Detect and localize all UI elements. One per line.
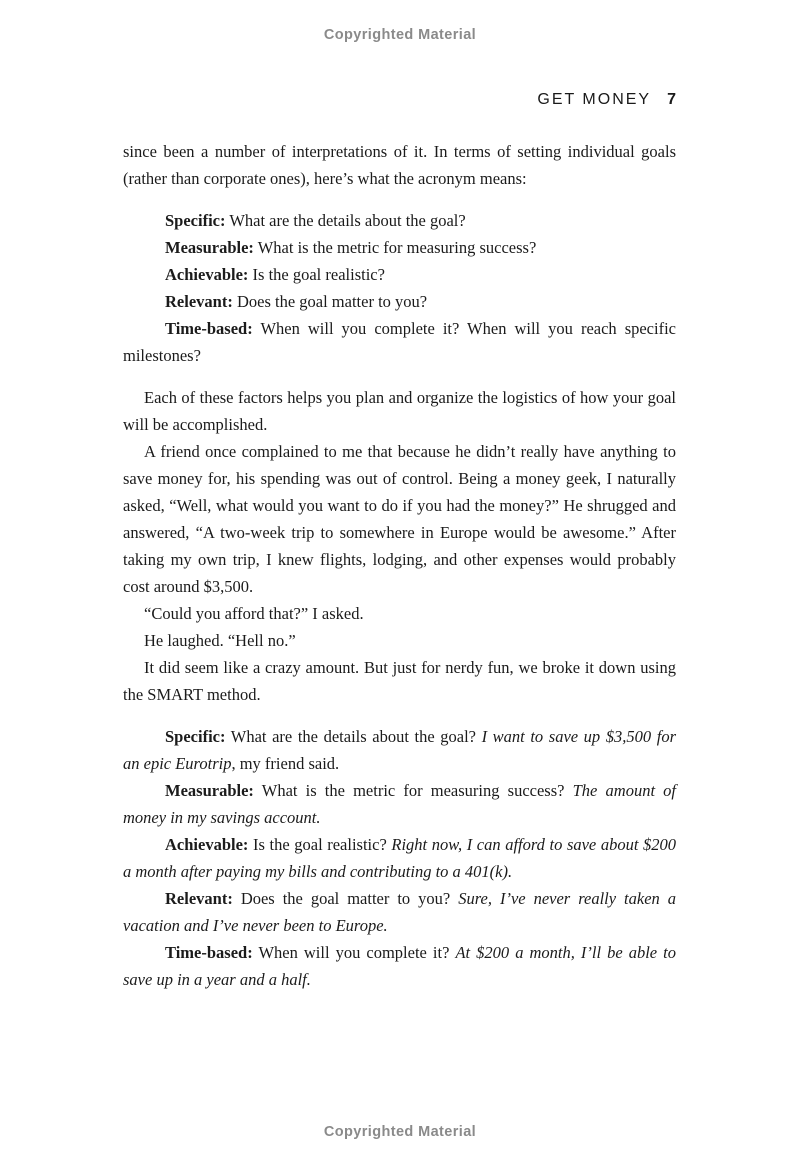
smart-definition: When will you complete it? When will you reach specific milestones?: [123, 319, 676, 365]
book-title: GET MONEY: [537, 91, 652, 108]
page-body-text: [123, 138, 676, 1008]
smart-answer-italic: At $200 a month, I’ll be able to save up in a year and a half.: [123, 943, 677, 989]
smart-term: Specific:: [165, 211, 226, 230]
narrative-paragraph: He laughed. “Hell no.”: [144, 631, 296, 650]
running-header: [123, 91, 676, 109]
smart-definitions-block: [123, 207, 676, 369]
smart-question: When will you complete it?: [258, 943, 450, 962]
smart-example-block: [123, 723, 676, 993]
narrative-paragraph: Each of these factors helps you plan and organize the logistics of how your goal will be accomplished.: [123, 388, 676, 434]
smart-example-item: [123, 831, 676, 885]
smart-term: Measurable:: [165, 238, 254, 257]
smart-answer-italic: I want to save up $3,500 for an epic Eurotrip: [123, 727, 676, 773]
smart-term: Relevant:: [165, 889, 233, 908]
smart-definition: Does the goal matter to you?: [236, 292, 428, 311]
smart-answer-italic: Right now, I can afford to save about $200 a month after paying my bills and contributing to a 401(k).: [123, 835, 677, 881]
smart-definition: What are the details about the goal?: [229, 211, 466, 230]
smart-question: What are the details about the goal?: [230, 727, 476, 746]
smart-definition-item: [123, 261, 676, 288]
smart-definition-item: [123, 207, 676, 234]
smart-question: What is the metric for measuring success?: [261, 781, 565, 800]
smart-term: Relevant:: [165, 292, 233, 311]
smart-term: Specific:: [165, 727, 226, 746]
smart-example-item: [123, 777, 676, 831]
smart-term: Achievable:: [165, 265, 249, 284]
smart-term: Time-based:: [165, 319, 253, 338]
smart-definition-item: [123, 288, 676, 315]
smart-example-item: [123, 939, 676, 993]
smart-answer-italic: The amount of money in my savings account.: [123, 781, 677, 827]
narrative-paragraph: It did seem like a crazy amount. But just for nerdy fun, we broke it down using the SMART method.: [123, 658, 676, 704]
smart-question: Is the goal realistic?: [253, 835, 387, 854]
smart-definition: What is the metric for measuring success?: [257, 238, 537, 257]
smart-term: Time-based:: [165, 943, 253, 962]
smart-definition-item: [123, 315, 676, 369]
copyright-notice-top: Copyrighted Material: [323, 27, 477, 43]
smart-answer-rest: , my friend said.: [231, 754, 340, 773]
intro-paragraph: since been a number of interpretations of it. In terms of setting individual goals (rather than corporate ones), here’s what the acronym means:: [123, 142, 676, 188]
narrative-paragraph: A friend once complained to me that because he didn’t really have anything to save money for, his spending was out of control. Being a money geek, I naturally asked, “Well, what would you want to do if you had the money?” He shrugged and answered, “A two-week trip to somewhere in Europe would be awesome.” After taking my own trip, I knew flights, lodging, and other expenses would probably cost around $3,500.: [123, 442, 676, 596]
smart-definition: Is the goal realistic?: [252, 265, 385, 284]
smart-term: Achievable:: [165, 835, 249, 854]
page-number: 7: [667, 91, 676, 108]
smart-answer-italic: Sure, I’ve never really taken a vacation and I’ve never been to Europe.: [123, 889, 677, 935]
copyright-notice-bottom: Copyrighted Material: [323, 1124, 477, 1140]
narrative-paragraph: “Could you afford that?” I asked.: [144, 604, 364, 623]
smart-definition-item: [123, 234, 676, 261]
smart-example-item: [123, 885, 676, 939]
smart-example-item: [123, 723, 676, 777]
smart-question: Does the goal matter to you?: [240, 889, 451, 908]
smart-term: Measurable:: [165, 781, 254, 800]
